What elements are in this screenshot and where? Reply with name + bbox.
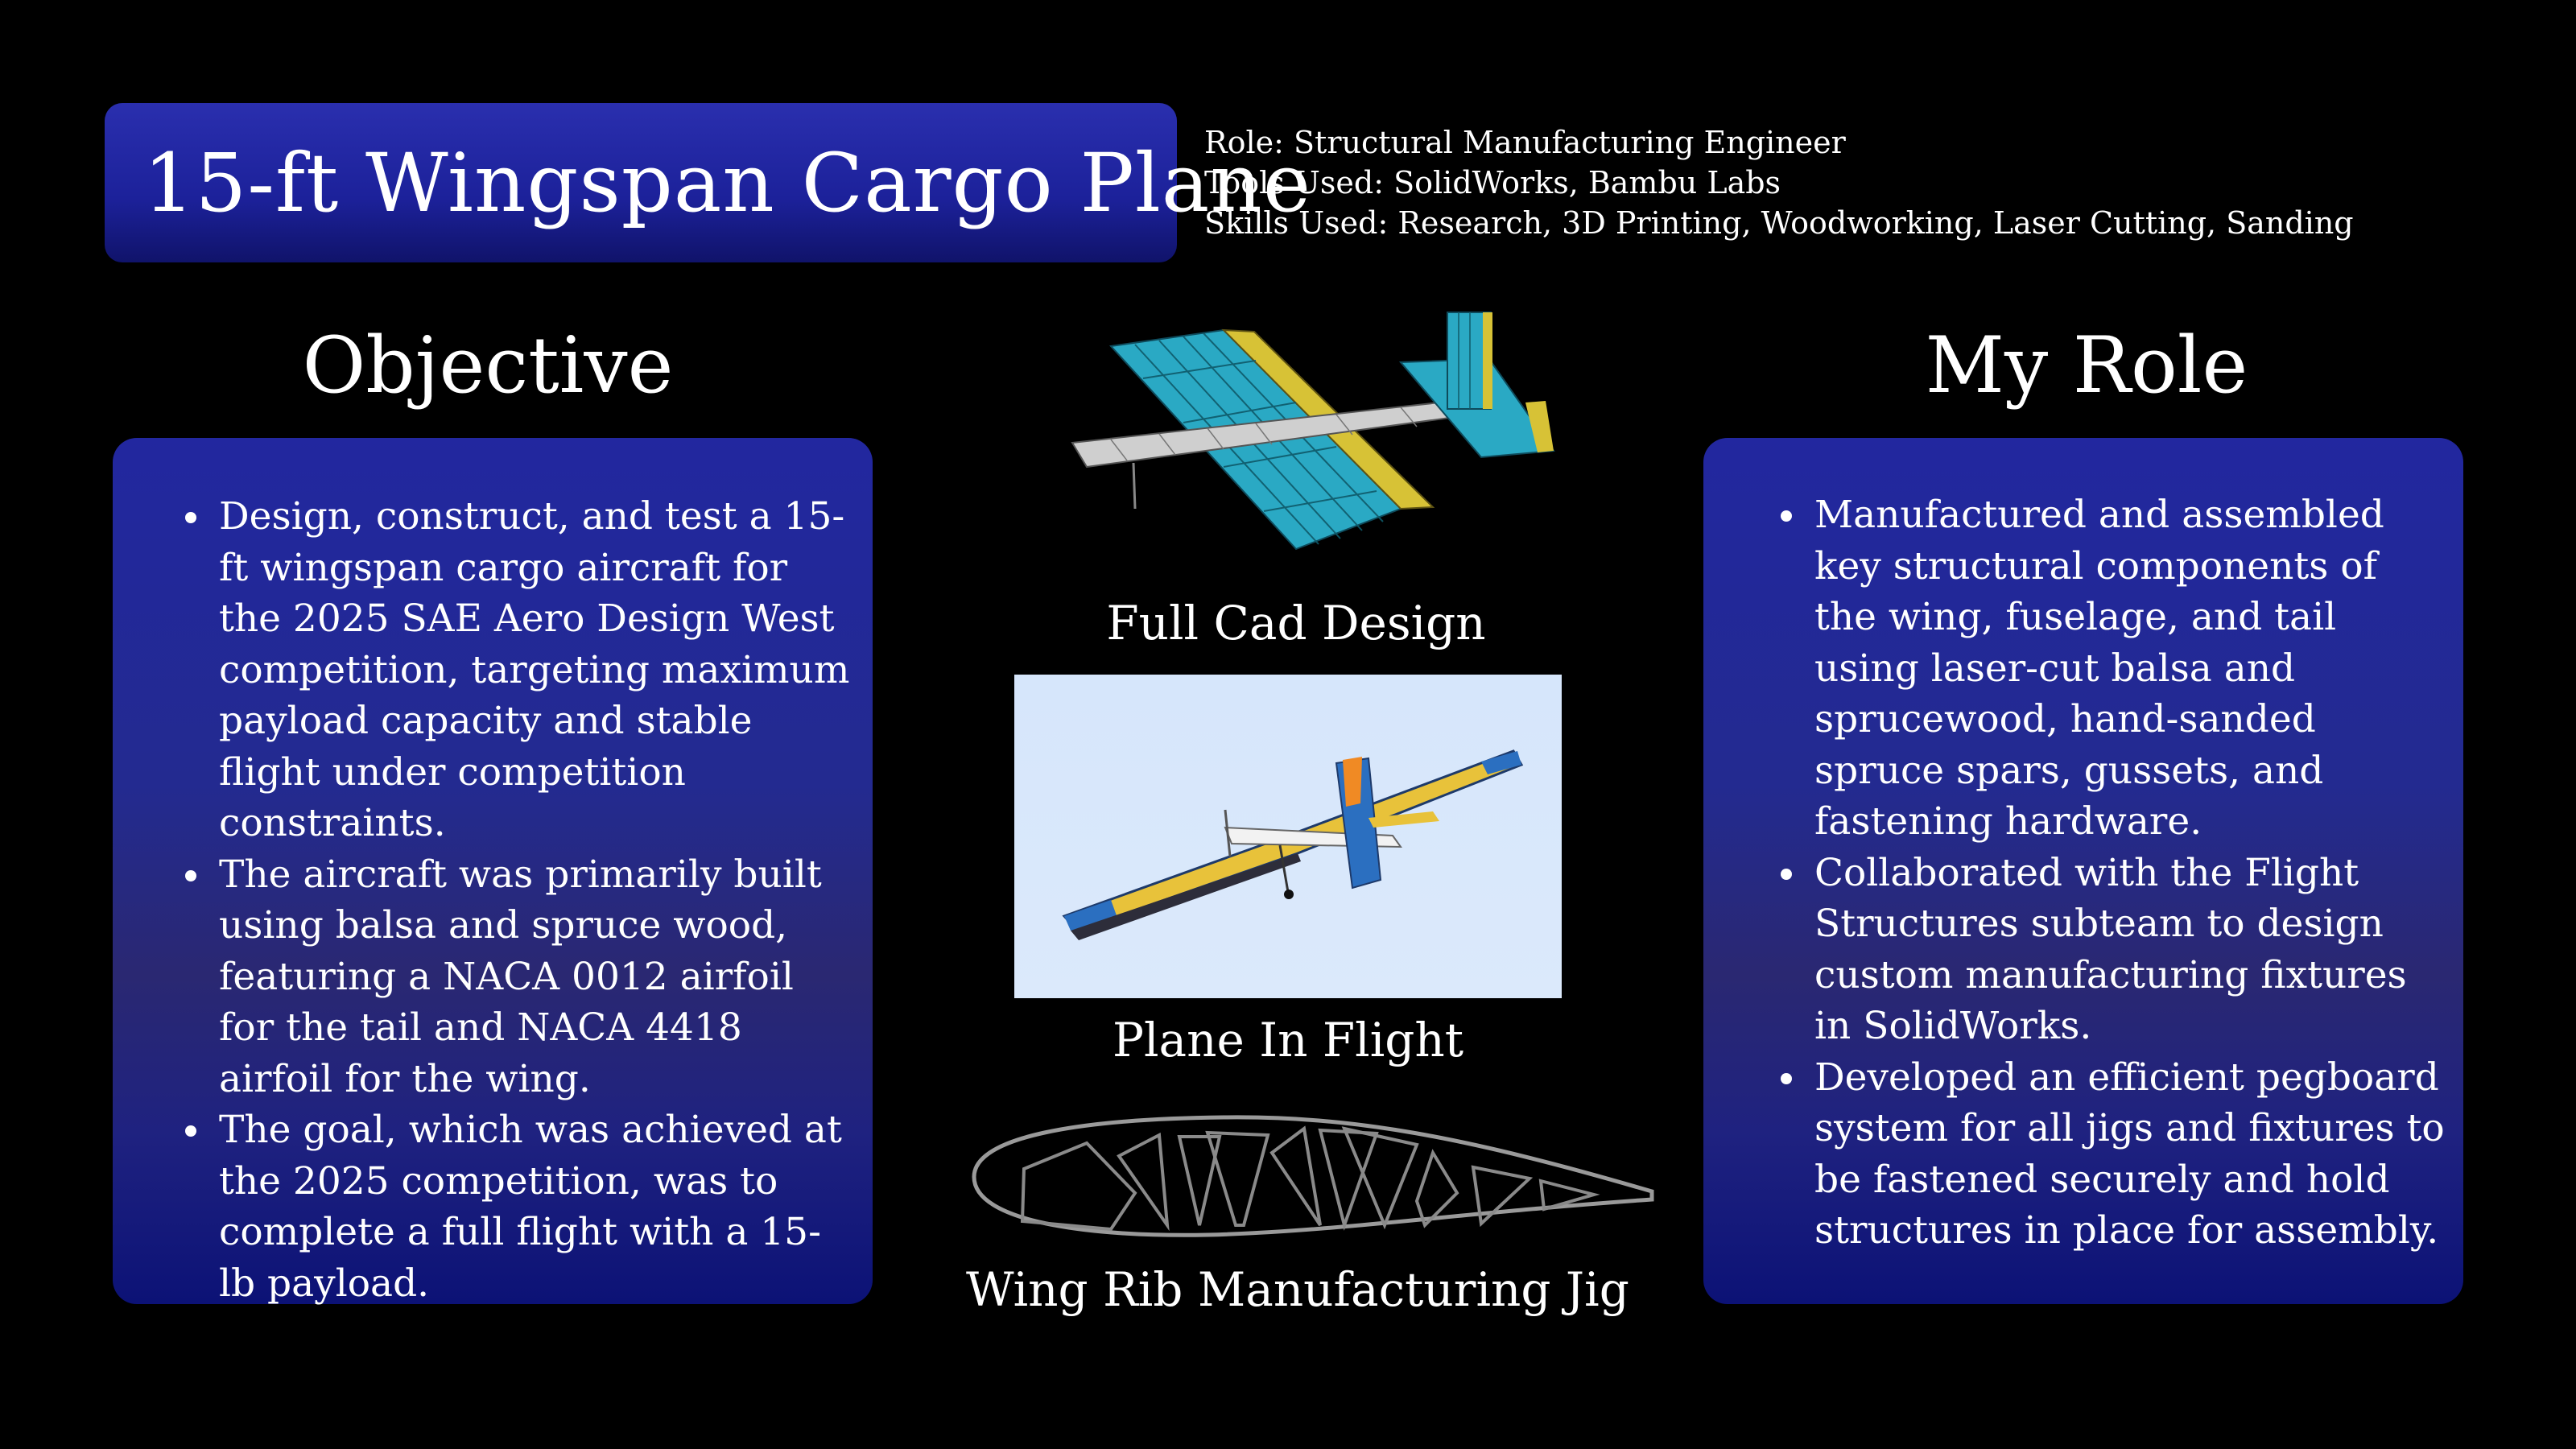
my-role-heading: My Role xyxy=(1925,320,2248,411)
role-line: Role: Structural Manufacturing Engineer xyxy=(1204,125,1846,160)
objective-list xyxy=(219,491,855,1309)
flight-photo xyxy=(1014,675,1562,998)
page-title: 15-ft Wingspan Cargo Plane xyxy=(143,135,1311,230)
objective-bullet-3: The goal, which was achieved at the 2025 competition, was to complete a full flight with a 15-lb payload. xyxy=(219,1104,855,1309)
objective-heading: Objective xyxy=(302,320,674,411)
objective-bullet-2: The aircraft was primarily built using balsa and spruce wood, featuring a NACA 0012 airfoil for the tail and NACA 4418 airfoil for the wing. xyxy=(219,849,855,1105)
role-bullet-1: Manufactured and assembled key structural components of the wing, fuselage, and tail using laser-cut balsa and sprucewood, hand-sanded spruce spars, gussets, and fastening hardware. xyxy=(1814,489,2450,848)
title-banner xyxy=(105,103,1311,262)
plane-in-flight-image xyxy=(1014,675,1562,998)
objective-panel xyxy=(113,438,873,1304)
role-bullet-3: Developed an efficient pegboard system for all jigs and fixtures to be fastened securely and hold structures in place for assembly. xyxy=(1814,1052,2450,1257)
jig-caption: Wing Rib Manufacturing Jig xyxy=(966,1262,1629,1317)
my-role-panel xyxy=(1703,438,2463,1304)
my-role-list xyxy=(1814,489,2450,1257)
wing-rib-jig-image xyxy=(966,1104,1658,1249)
tools-line: Tools Used: SolidWorks, Bambu Labs xyxy=(1204,165,1781,200)
cad-render-image xyxy=(1063,306,1562,572)
cad-caption: Full Cad Design xyxy=(1106,596,1486,650)
skills-line: Skills Used: Research, 3D Printing, Woodworking, Laser Cutting, Sanding xyxy=(1204,205,2354,241)
role-bullet-2: Collaborated with the Flight Structures subteam to design custom manufacturing fixtures in SolidWorks. xyxy=(1814,848,2450,1052)
project-meta xyxy=(1204,122,2354,243)
objective-bullet-1: Design, construct, and test a 15-ft wingspan cargo aircraft for the 2025 SAE Aero Design West competition, targeting maximum payload capacity and stable flight under competition constraints. xyxy=(219,491,855,849)
flight-caption: Plane In Flight xyxy=(1112,1013,1464,1067)
